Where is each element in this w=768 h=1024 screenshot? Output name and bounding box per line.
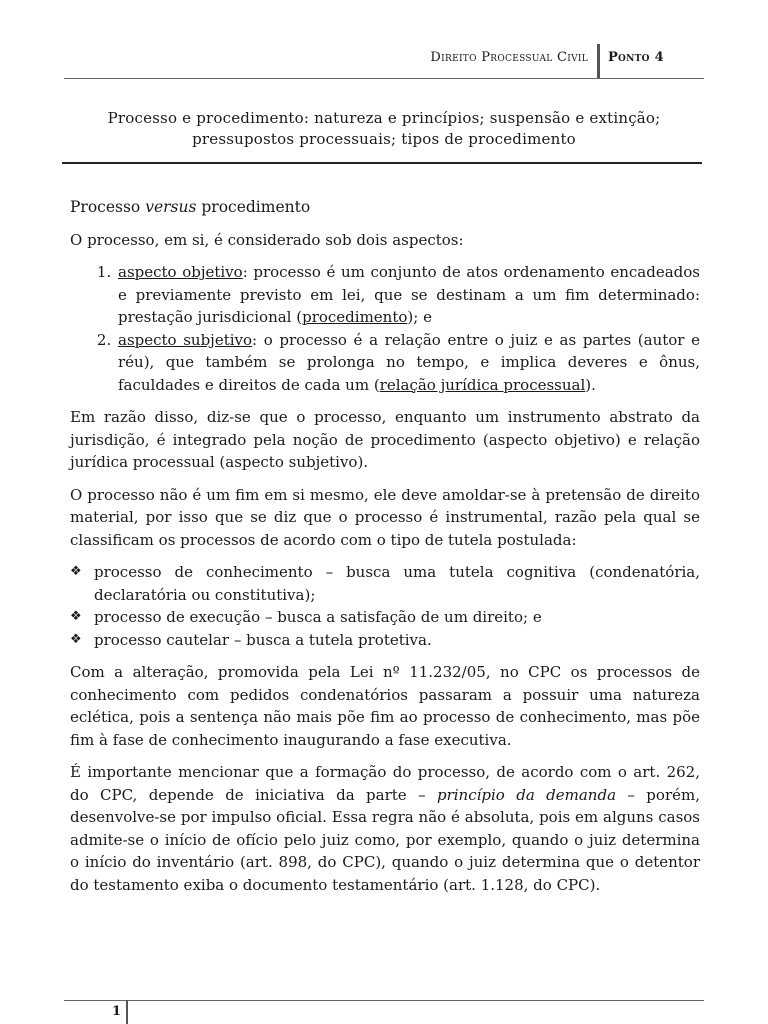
title-line-2: pressupostos processuais; tipos de procedimento <box>192 130 576 148</box>
aspects-list <box>70 261 700 396</box>
document-body <box>70 196 700 906</box>
page-header <box>64 44 704 80</box>
aspect-term: aspecto subjetivo <box>118 330 253 349</box>
section-heading: Processo versus procedimento <box>70 198 311 216</box>
paragraph-2: O processo não é um fim em si mesmo, ele deve amoldar-se à pretensão de direito material, por isso que se diz que o processo é instrumental, razão pela qual se classificam os processos de acordo com o tipo de tutela postulada: <box>70 485 700 549</box>
aspect-item-objective: 1. aspecto objetivo: processo é um conjunto de atos ordenamento encadeados e previamente previsto em lei, que se destinam a um fim determinado: prestação jurisdicional (procedimento); e <box>116 261 700 329</box>
paragraph-3: Com a alteração, promovida pela Lei nº 11.232/05, no CPC os processos de conhecimento com pedidos condenatórios passaram a possuir uma natureza eclética, pois a sentença não mais põe fim ao processo de conhecimento, mas põe fim à fase de conhecimento inaugurando a fase executiva. <box>70 663 700 749</box>
intro-paragraph: O processo, em si, é considerado sob dois aspectos: <box>70 230 464 249</box>
list-item: ❖ processo cautelar – busca a tutela protetiva. <box>70 629 700 652</box>
document-title <box>64 108 704 150</box>
header-point: Ponto 4 <box>607 50 664 65</box>
aspect-keyword: relação jurídica processual <box>379 375 586 394</box>
page-footer <box>64 1000 704 1024</box>
list-item: ❖ processo de conhecimento – busca uma tutela cognitiva (condenatória, declaratória ou constitutiva); <box>70 563 700 604</box>
title-rule <box>62 162 702 164</box>
header-rule <box>64 78 704 79</box>
process-types-list <box>70 561 700 651</box>
paragraph-4: É importante mencionar que a formação do processo, de acordo com o art. 262, do CPC, depende de iniciativa da parte – princípio da demanda – porém, desenvolve-se por impulso oficial. Essa regra não é absoluta, pois em alguns casos admite-se o início de ofício pelo juiz como, por exemplo, quando o juiz determina o início do inventário (art. 898, do CPC), quando o juiz determina que o detentor do testamento exiba o documento testamentário (art. 1.128, do CPC). <box>70 763 700 894</box>
section-heading-emphasis: versus <box>145 198 197 216</box>
footer-divider <box>126 1000 128 1024</box>
aspect-item-subjective: 2. aspecto subjetivo: o processo é a relação entre o juiz e as partes (autor e réu), que também se prolonga no tempo, e implica deveres e ônus, faculdades e direitos de cada um (relação jurídica processual). <box>116 329 700 397</box>
diamond-bullet-icon: ❖ <box>70 609 82 624</box>
page-number: 1 <box>112 1004 122 1019</box>
diamond-bullet-icon: ❖ <box>70 564 82 579</box>
diamond-bullet-icon: ❖ <box>70 631 82 647</box>
header-divider <box>597 44 600 78</box>
title-line-1: Processo e procedimento: natureza e princípios; suspensão e extinção; <box>107 109 661 127</box>
aspect-term: aspecto objetivo <box>118 263 243 281</box>
aspect-keyword: procedimento <box>302 308 408 326</box>
principle-emphasis: princípio da demanda <box>436 785 617 804</box>
header-subject: Direito Processual Civil <box>430 50 588 65</box>
footer-rule <box>64 1000 704 1001</box>
list-item: ❖ processo de execução – busca a satisfação de um direito; e <box>70 606 700 629</box>
paragraph-1: Em razão disso, diz-se que o processo, enquanto um instrumento abstrato da jurisdição, é integrado pela noção de procedimento (aspecto objetivo) e relação jurídica processual (aspecto subjetivo). <box>70 408 700 471</box>
